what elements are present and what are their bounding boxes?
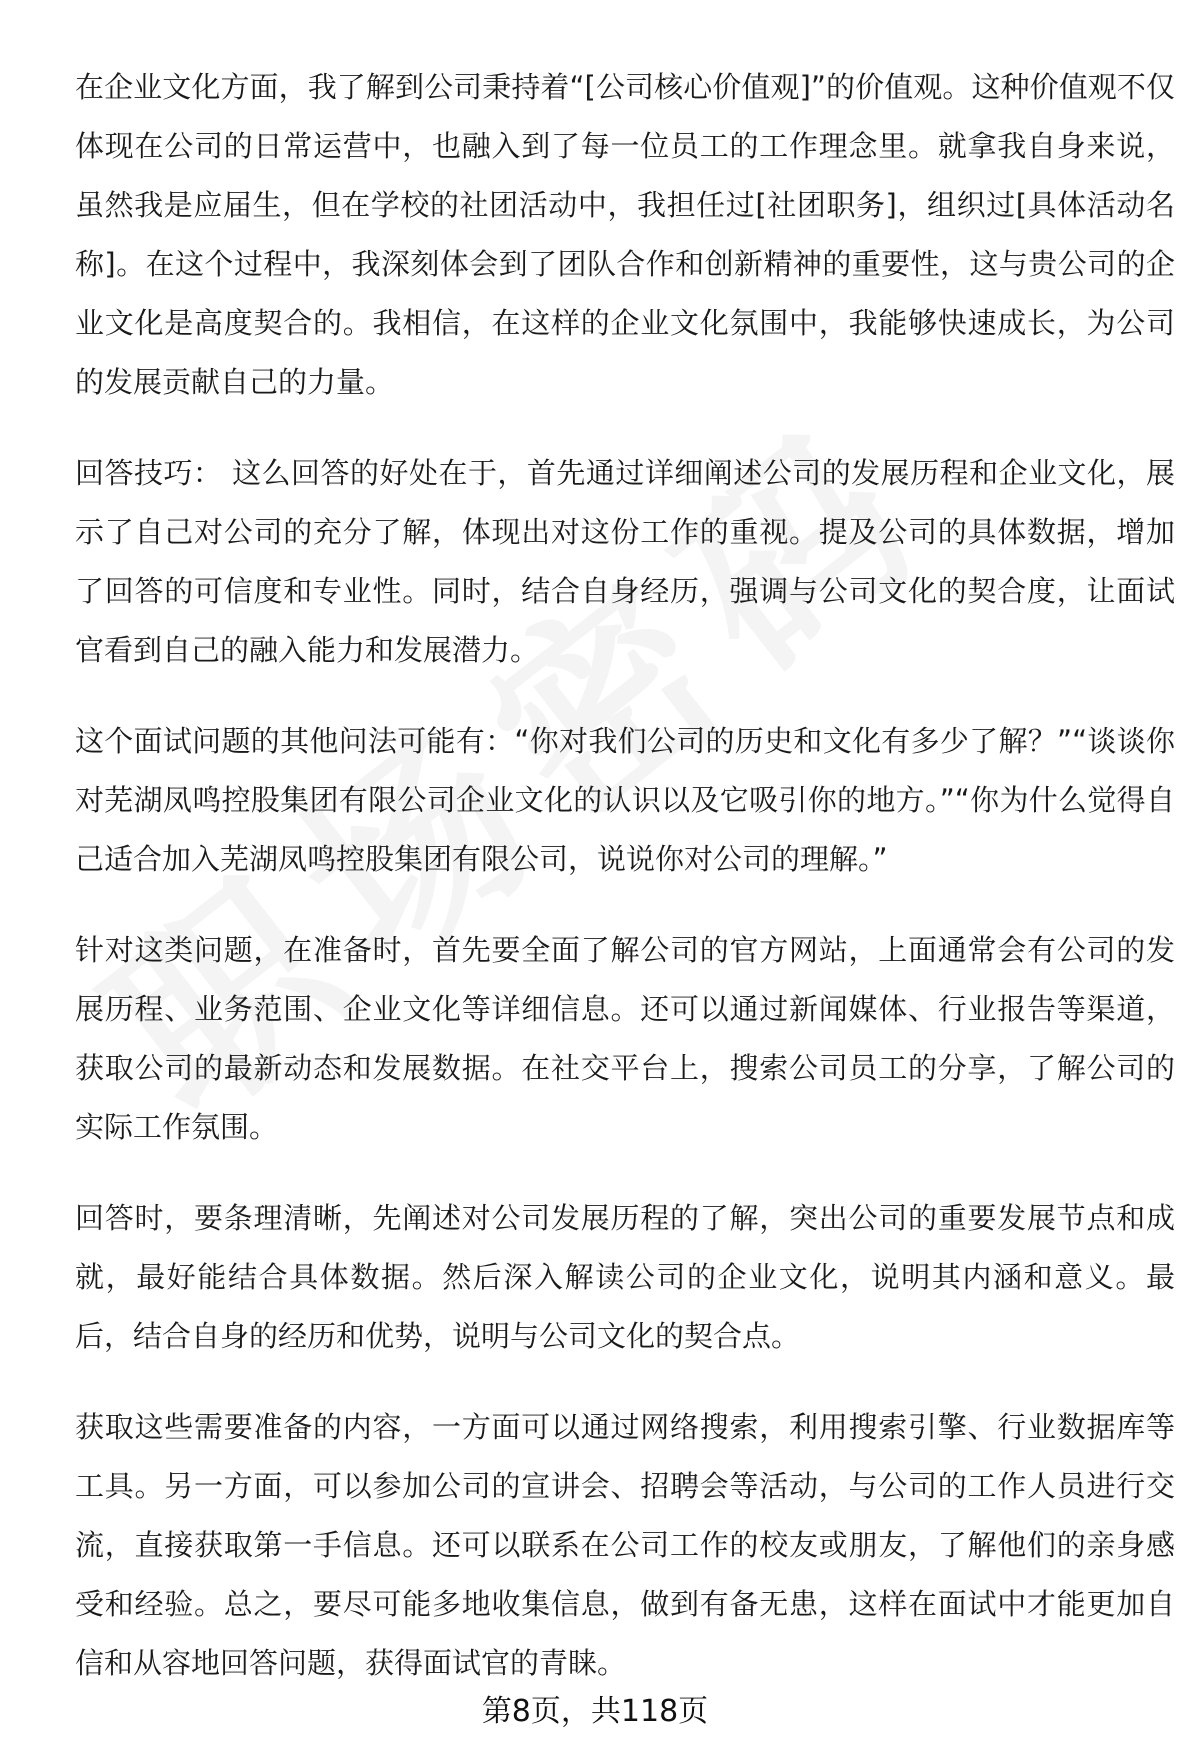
paragraph-answer-tips: 回答技巧： 这么回答的好处在于，首先通过详细阐述公司的发展历程和企业文化，展示了自己对公司的充分了解，体现出对这份工作的重视。提及公司的具体数据，增加了回答的可信度和专业性。同时，结合自身经历，强调与公司文化的契合度，让面试官看到自己的融入能力和发展潜力。 — [75, 456, 1175, 667]
paragraph-culture: 在企业文化方面，我了解到公司秉持着“[公司核心价值观]”的价值观。这种价值观不仅体现在公司的日常运营中，也融入到了每一位员工的工作理念里。就拿我自身来说，虽然我是应届生，但在学校的社团活动中，我担任过[社团职务]，组织过[具体活动名称]。在这个过程中，我深刻体会到了团队合作和创新精神的重要性，这与贵公司的企业文化是高度契合的。我相信，在这样的企业文化氛围中，我能够快速成长，为公司的发展贡献自己的力量。 — [75, 70, 1175, 399]
paragraph-info-sources: 获取这些需要准备的内容，一方面可以通过网络搜索，利用搜索引擎、行业数据库等工具。另一方面，可以参加公司的宣讲会、招聘会等活动，与公司的工作人员进行交流，直接获取第一手信息。还可以联系在公司工作的校友或朋友，了解他们的亲身感受和经验。总之，要尽可能多地收集信息，做到有备无患，这样在面试中才能更加自信和从容地回答问题，获得面试官的青睐。 — [75, 1410, 1175, 1680]
document-body — [75, 58, 1175, 1725]
paragraph-alt-questions: 这个面试问题的其他问法可能有：“你对我们公司的历史和文化有多少了解？”“谈谈你对芜湖凤鸣控股集团有限公司企业文化的认识以及它吸引你的地方。”“你为什么觉得自己适合加入芜湖凤鸣控股集团有限公司，说说你对公司的理解。” — [75, 724, 1175, 876]
paragraph-answer-structure: 回答时，要条理清晰，先阐述对公司发展历程的了解，突出公司的重要发展节点和成就，最好能结合具体数据。然后深入解读公司的企业文化，说明其内涵和意义。最后，结合自身的经历和优势，说明与公司文化的契合点。 — [75, 1201, 1175, 1353]
paragraph-preparation: 针对这类问题，在准备时，首先要全面了解公司的官方网站，上面通常会有公司的发展历程、业务范围、企业文化等详细信息。还可以通过新闻媒体、行业报告等渠道，获取公司的最新动态和发展数据。在社交平台上，搜索公司员工的分享，了解公司的实际工作氛围。 — [75, 933, 1175, 1144]
page-number: 第8页，共118页 — [481, 1694, 709, 1729]
